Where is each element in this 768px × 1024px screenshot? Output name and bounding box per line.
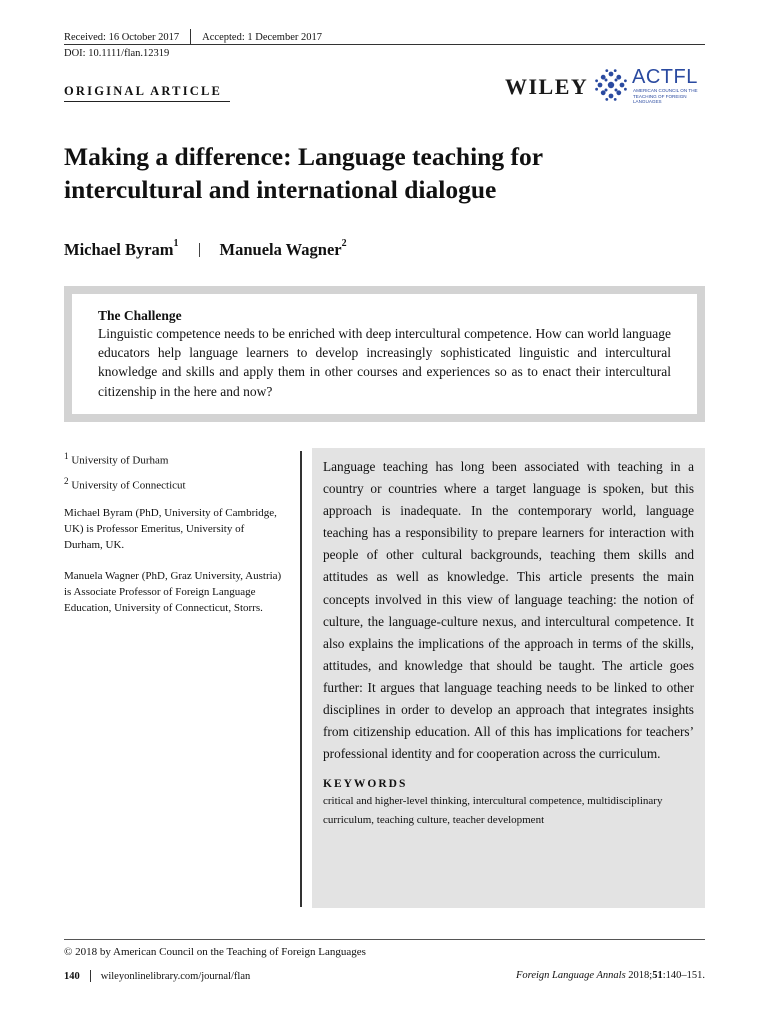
journal-url[interactable]: wileyonlinelibrary.com/journal/flan: [100, 970, 251, 982]
article-title: Making a difference: Language teaching for intercultural and international dialogue: [64, 142, 543, 204]
citation-year: 2018;: [628, 970, 653, 981]
column-divider: [300, 451, 302, 907]
affiliation-2-number: 2: [64, 476, 69, 487]
author-bio-1: Michael Byram (PhD, University of Cambridge, UK) is Professor Emeritus, University of Durham, UK.: [64, 506, 277, 551]
header-rule: [64, 44, 705, 45]
actfl-full-name-line1: AMERICAN COUNCIL ON THE: [633, 88, 698, 93]
author-1[interactable]: [64, 240, 179, 260]
author-2-name: Manuela Wagner: [219, 240, 342, 259]
journal-citation: [516, 970, 705, 981]
actfl-full-name-line2: TEACHING OF FOREIGN LANGUAGES: [633, 93, 687, 104]
received-date: Received: 16 October 2017: [64, 31, 180, 43]
author-1-affiliation-marker: 1: [173, 238, 179, 249]
challenge-box: [64, 286, 705, 422]
citation-pages: :140–151.: [662, 970, 705, 981]
citation-volume: 51: [652, 970, 663, 981]
challenge-title: The Challenge: [98, 308, 182, 323]
author-info-column: [64, 449, 284, 633]
affiliation-1-number: 1: [64, 451, 69, 461]
submission-dates: [64, 29, 322, 45]
copyright: © 2018 by American Council on the Teaching of Foreign Languages: [64, 946, 366, 958]
author-2-affiliation-marker: 2: [341, 238, 347, 249]
keywords-text: critical and higher-level thinking, intercultural competence, multidisciplinary curriculum, teaching culture, teacher development: [323, 795, 663, 826]
affiliation-1-text: University of Durham: [71, 454, 169, 467]
article-type-underline: [64, 101, 230, 102]
footer-rule: [64, 939, 705, 940]
keywords-title: KEYWORDS: [323, 778, 408, 791]
actfl-full-name: [633, 88, 713, 105]
actfl-emblem-icon: [594, 68, 628, 102]
challenge-box-inner: [72, 294, 697, 414]
abstract-box: [312, 448, 705, 908]
author-bio-2: Manuela Wagner (PhD, Graz University, Austria) is Associate Professor of Foreign Language Education, University of Connecticut, Storrs.: [64, 570, 282, 614]
footer-line: [64, 970, 250, 982]
author-2[interactable]: [220, 240, 347, 260]
doi[interactable]: DOI: 10.1111/flan.12319: [64, 48, 170, 59]
accepted-date: Accepted: 1 December 2017: [202, 31, 322, 43]
affiliation-2-text: University of Connecticut: [71, 480, 186, 493]
wiley-logo: WILEY: [505, 74, 589, 99]
actfl-acronym: ACTFL: [632, 66, 698, 88]
abstract-text: Language teaching has long been associated with teaching in a country or countries where a target language is spoken, but this approach is inadequate. In the contemporary world, language teaching has a responsibility to prepare learners for interaction with people of other cultural backgrounds, teaching them skills and attitudes as well as knowledge. This article presents the main concepts involved in this view of language teaching: the notion of culture, the language-culture nexus, and intercultural competence. It also explains the implications of the approach in terms of the skills, attitudes, and knowledge that should be taught. The article goes further: It argues that language teaching needs to be linked to other disciplines in order to develop an approach that integrates insights from citizenship education. All of this has implications for teachers’ professional identity and for cooperation across the curriculum.: [323, 459, 694, 762]
page-number: 140: [64, 970, 80, 982]
affiliation-2: [64, 474, 284, 494]
affiliation-1: [64, 449, 284, 469]
footer-separator: [90, 970, 91, 982]
author-separator: [199, 243, 200, 257]
journal-name: Foreign Language Annals: [515, 970, 626, 981]
date-separator: [190, 29, 191, 45]
author-list: [64, 240, 347, 260]
author-1-name: Michael Byram: [64, 240, 174, 259]
article-type: ORIGINAL ARTICLE: [64, 84, 223, 98]
challenge-text: Linguistic competence needs to be enriched with deep intercultural competence. How can world language educators help language learners to develop increasingly sophisticated linguistic and intercultural knowledge and skills and apply them in other courses and experiences so as to enact their intercultural citizenship in the here and now?: [98, 326, 671, 399]
